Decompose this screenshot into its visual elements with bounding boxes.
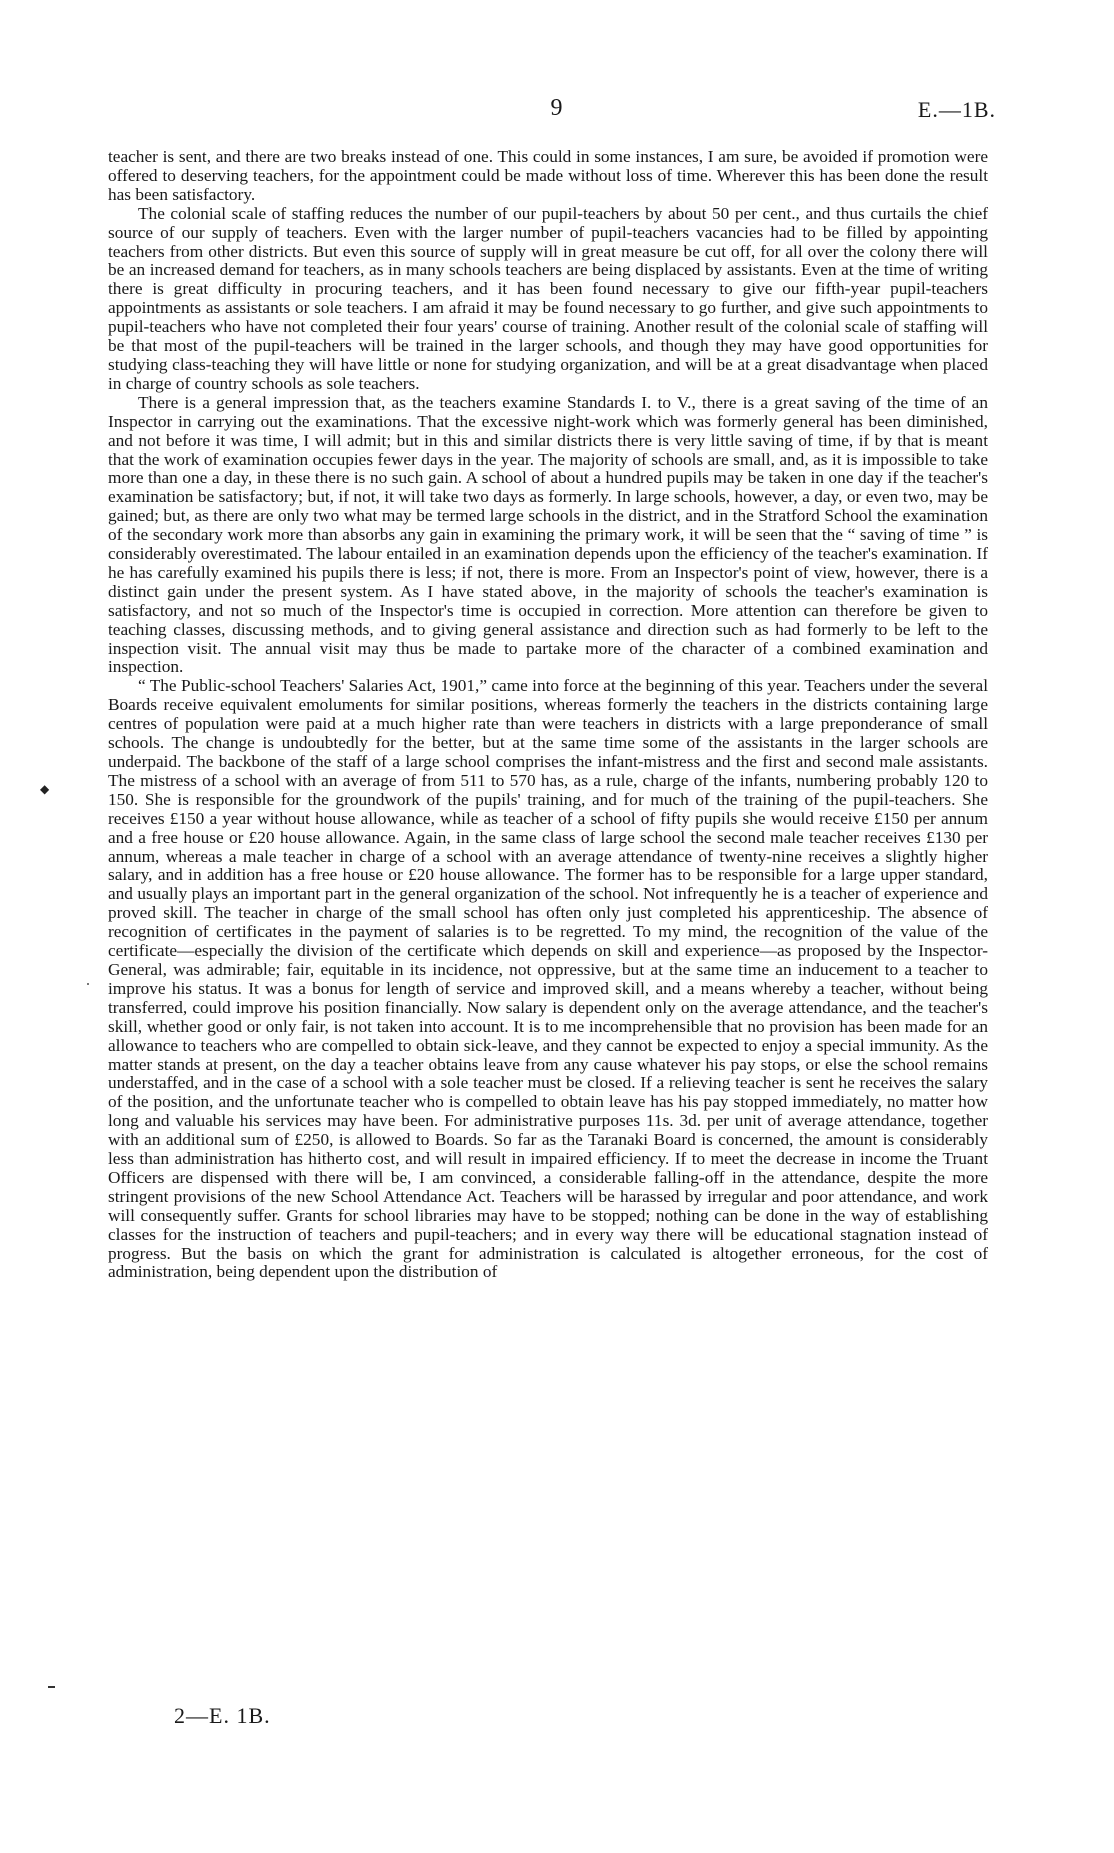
body-text: [108, 148, 988, 1282]
paragraph-staffing-scale: The colonial scale of staffing reduces the number of our pupil-teachers by about 50 per cent., and thus curtails the chief source of our supply of teachers. Even with the larger number of pupil-teachers vacancies had to be filled by appointing teachers from other districts. But even this source of supply will in great measure be cut off, for all over the colony there will be an increased demand for teachers, as in many schools teachers are being displaced by assistants. Even at the time of writing there is great difficulty in procuring teachers, and it has been found necessary to give our fifth-year pupil-teachers appointments as assistants or sole teachers. I am afraid it may be found necessary to go further, and give such appointments to pupil-teachers who have not completed their four years' course of training. Another result of the colonial scale of staffing will be that most of the pupil-teachers will be trained in the larger schools, and though they may have good opportunities for studying class-teaching they will have little or none for studying organization, and will be at a great disadvantage when placed in charge of country schools as sole teachers.: [108, 203, 988, 393]
paragraph-examination-time: There is a general impression that, as the teachers examine Standards I. to V., there is a great saving of the time of an Inspector in carrying out the examinations. That the excessive night-work which was formerly general has been diminished, and not before it was time, I will admit; but in this and similar districts there is very little saving of time, if by that is meant that the work of examination occupies fewer days in the year. The majority of schools are small, and, as it is impossible to take more than one a day, in these there is no such gain. A school of about a hundred pupils may be taken in one day if the teacher's examination be satisfactory; but, if not, it will take two days as formerly. In large schools, however, a day, or even two, may be gained; but, as there are only two what may be termed large schools in the district, and in the Stratford School the examination of the secondary work more than absorbs any gain in examining the primary work, it will be seen that the “ saving of time ” is considerably overestimated. The labour entailed in an examination depends upon the efficiency of the teacher's examination. If he has carefully examined his pupils there is less; if not, there is more. From an Inspector's point of view, however, there is a distinct gain under the present system. As I have stated above, in the majority of schools the teacher's examination is satisfactory, and not so much of the Inspector's time is occupied in correction. More attention can therefore be given to teaching classes, discussing methods, and to giving general assistance and direction such as had formerly to be left to the inspection visit. The annual visit may thus be made to partake more of the character of a combined examination and inspection.: [108, 392, 988, 677]
margin-dot-mark: [87, 983, 89, 985]
paragraph-continuation: teacher is sent, and there are two breaks instead of one. This could in some instances, I am sure, be avoided if promotion were offered to deserving teachers, for the appointment could be made without loss of time. Wherever this has been done the result has been satisfactory.: [108, 147, 988, 204]
page-number: 9: [550, 95, 564, 121]
series-reference: E.—1B.: [917, 97, 996, 122]
margin-arrow-mark: ◆: [40, 782, 50, 796]
footer-signature: 2—E. 1B.: [174, 1703, 271, 1728]
margin-dash-mark: [48, 1686, 55, 1688]
paragraph-salaries-act: “ The Public-school Teachers' Salaries Act, 1901,” came into force at the beginning of this year. Teachers under the several Boards receive equivalent emoluments for similar positions, whereas formerly the teachers in the districts containing large centres of population were paid at a much higher rate than were teachers in districts with a large preponderance of small schools. The change is undoubtedly for the better, but at the same time some of the assistants in the larger schools are underpaid. The backbone of the staff of a large school comprises the infant-mistress and the first and second male assistants. The mistress of a school with an average of from 511 to 570 has, as a rule, charge of the infants, numbering probably 120 to 150. She is responsible for the groundwork of the pupils' training, and for much of the training of the pupil-teachers. She receives £150 a year without house allowance, while as teacher of a school of fifty pupils she would receive £150 per annum and a free house or £20 house allowance. Again, in the same class of large school the second male teacher receives £130 per annum, whereas a male teacher in charge of a school with an average attendance of twenty-nine receives a slightly higher salary, and in addition has a free house or £20 house allowance. The former has to be responsible for a large upper standard, and usually plays an important part in the general organization of the school. Not infrequently he is a teacher of experience and proved skill. The teacher in charge of the small school has often only just completed his apprenticeship. The absence of recognition of certificates in the payment of salaries is to be regretted. To my mind, the recognition of the value of the certificate—especially the division of the certificate which depends on skill and experience—as proposed by the Inspector-General, was admirable; fair, equitable in its incidence, not oppressive, but at the same time an inducement to a teacher to improve his status. It was a bonus for length of service and improved skill, and a means whereby a teacher, without being transferred, could improve his position financially. Now salary is dependent only on the average attendance, and the teacher's skill, whether good or only fair, is not taken into account. It is to me incomprehensible that no provision has been made for an allowance to teachers who are compelled to obtain sick-leave, and they cannot be expected to enjoy a special immunity. As the matter stands at present, on the day a teacher obtains leave from any cause whatever his pay stops, or else the school remains understaffed, and in the case of a school with a sole teacher must be closed. If a relieving teacher is sent he receives the salary of the position, and the unfortunate teacher who is compelled to obtain leave has his pay stopped immediately, no matter how long and valuable his services may have been. For administrative purposes 11s. 3d. per unit of average attendance, together with an additional sum of £250, is allowed to Boards. So far as the Taranaki Board is concerned, the amount is considerably less than administration has hitherto cost, and will result in impaired efficiency. If to meet the decrease in income the Truant Officers are dispensed with there will be, I am convinced, a considerable falling-off in the attendance, despite the more stringent provisions of the new School Attendance Act. Teachers will be harassed by irregular and poor attendance, and work will consequently suffer. Grants for school libraries may have to be stopped; nothing can be done in the way of establishing classes for the instruction of teachers and pupil-teachers; and in every way there will be educational stagnation instead of progress. But the basis on which the grant for administration is calculated is altogether erroneous, for the cost of administration, being dependent upon the distribution of: [108, 676, 988, 1282]
